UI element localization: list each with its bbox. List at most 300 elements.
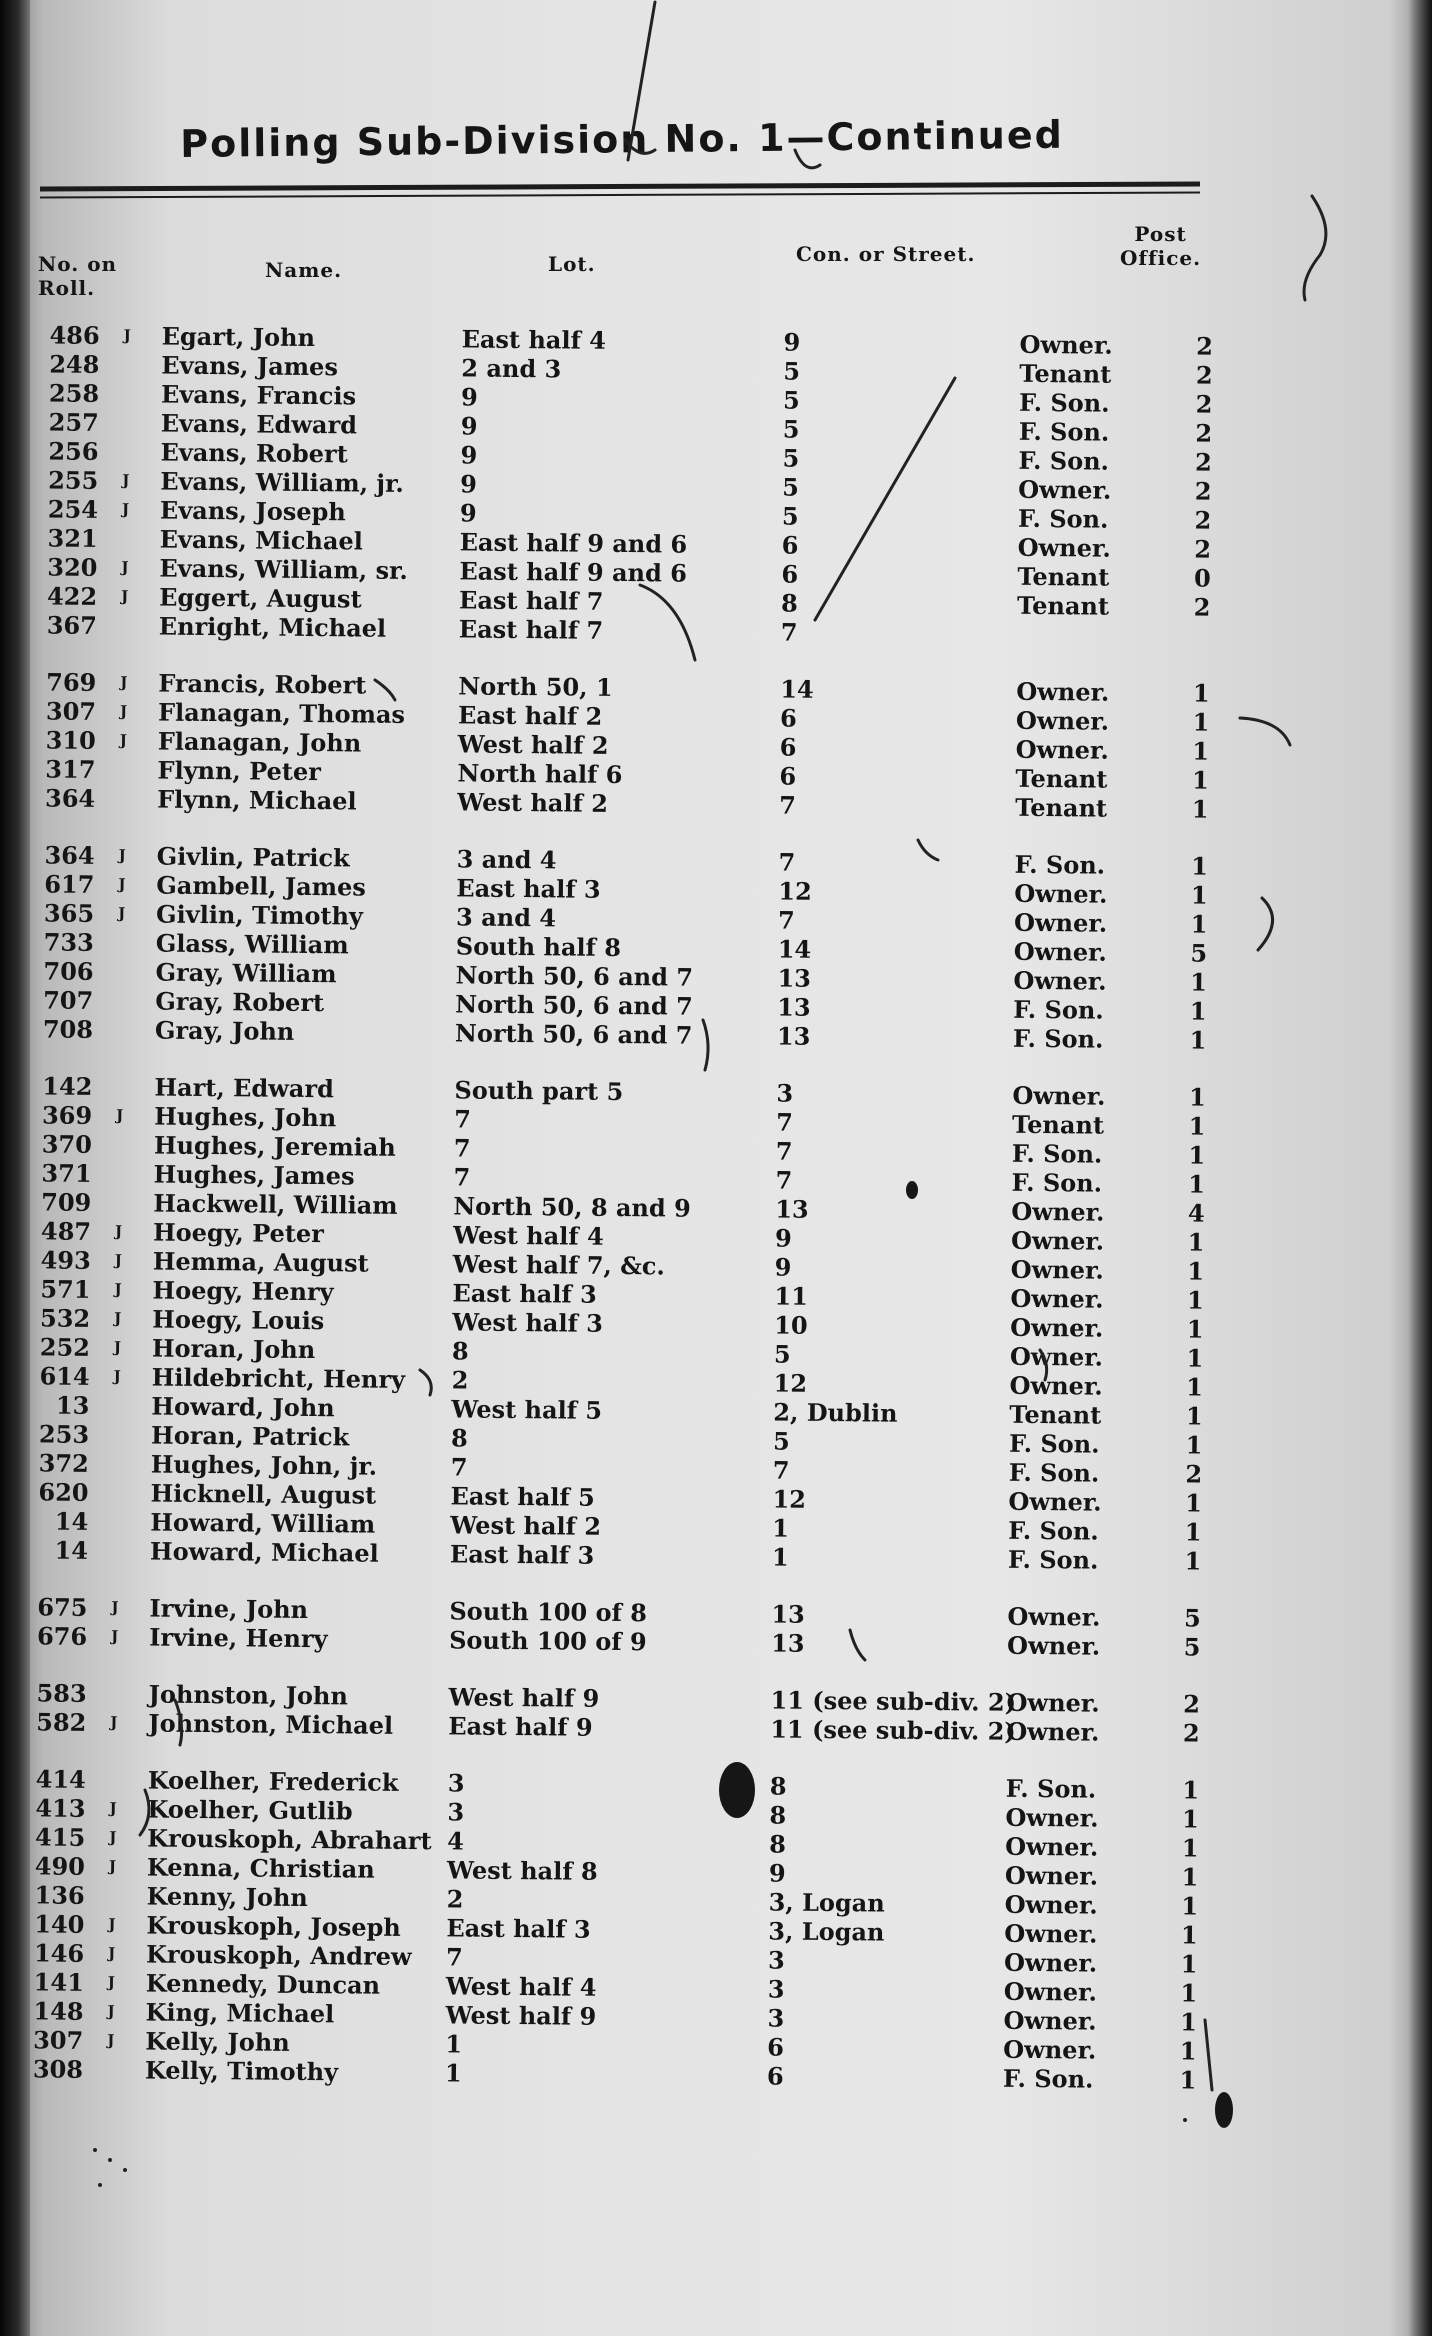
juror-mark: J xyxy=(118,875,126,894)
header-roll-line2: Roll. xyxy=(38,276,96,300)
juror-mark: J xyxy=(122,471,130,490)
roll-number: 486 xyxy=(49,320,100,350)
voter-name: Evans, Edward xyxy=(160,408,358,440)
voter-name: Hildebricht, Henry xyxy=(151,1362,406,1394)
voter-name: Hoegy, Louis xyxy=(152,1304,325,1336)
roll-number: 307 xyxy=(33,2025,84,2055)
voter-name: Irvine, Henry xyxy=(149,1622,328,1654)
post-office-number: 1 xyxy=(1181,1804,1199,1834)
voter-name: Hughes, James xyxy=(153,1159,355,1191)
occupation-status: Owner. xyxy=(1015,734,1109,765)
roll-number: 255 xyxy=(48,465,99,495)
concession-or-street: 3 xyxy=(767,1974,785,2004)
post-office-number: 1 xyxy=(1186,1372,1204,1402)
concession-or-street: 7 xyxy=(777,905,795,935)
lot: North half 6 xyxy=(457,758,623,789)
occupation-status: Owner. xyxy=(1006,1630,1101,1661)
roll-number: 487 xyxy=(40,1216,92,1246)
post-office-number: 1 xyxy=(1189,1025,1207,1055)
voter-name: Givlin, Patrick xyxy=(156,841,350,873)
occupation-status: Owner. xyxy=(1018,474,1112,505)
juror-mark: J xyxy=(119,731,127,750)
roll-number: 571 xyxy=(40,1274,91,1304)
lot: West half 5 xyxy=(451,1394,603,1425)
roll-number: 141 xyxy=(33,1967,84,1997)
occupation-status: F. Son. xyxy=(1007,1544,1099,1575)
occupation-status: Owner. xyxy=(1013,936,1108,967)
roll-number: 371 xyxy=(41,1158,92,1188)
juror-mark: J xyxy=(123,326,131,345)
juror-mark: J xyxy=(114,1309,122,1328)
voter-name: Krouskoph, Abrahart xyxy=(147,1823,432,1856)
lot: East half 9 xyxy=(448,1711,593,1742)
post-office-number: 1 xyxy=(1190,880,1208,910)
occupation-status: Tenant xyxy=(1011,1109,1105,1140)
voter-name: Evans, Michael xyxy=(159,524,363,556)
post-office-number: 1 xyxy=(1188,1169,1206,1199)
post-office-number: 2 xyxy=(1195,389,1213,419)
roll-number: 146 xyxy=(33,1938,85,1968)
occupation-status: F. Son. xyxy=(1005,1773,1097,1804)
occupation-status: Owner. xyxy=(1004,1860,1099,1891)
roll-number: 252 xyxy=(39,1332,91,1362)
post-office-number: 2 xyxy=(1195,360,1213,390)
voter-name: Evans, Joseph xyxy=(159,495,346,527)
lot: East half 4 xyxy=(461,324,607,355)
post-office-number: 1 xyxy=(1187,1256,1205,1286)
post-office-number: 2 xyxy=(1194,534,1212,564)
roll-number: 308 xyxy=(32,2054,84,2084)
concession-or-street: 11 xyxy=(774,1281,809,1311)
roll-number: 532 xyxy=(39,1303,91,1333)
concession-or-street: 7 xyxy=(775,1165,793,1195)
lot: West half 8 xyxy=(446,1855,598,1886)
voter-name: Hughes, John xyxy=(154,1101,337,1133)
voter-name: Hughes, Jeremiah xyxy=(153,1130,396,1162)
occupation-status: Owner. xyxy=(1013,965,1107,996)
voter-name: Gambell, James xyxy=(156,870,367,902)
lot: North 50, 6 and 7 xyxy=(455,989,693,1021)
concession-or-street: 5 xyxy=(781,501,799,531)
roll-number: 414 xyxy=(35,1764,86,1794)
roll-number: 307 xyxy=(45,696,97,726)
voter-name: Hackwell, William xyxy=(153,1188,398,1220)
lot: East half 9 and 6 xyxy=(459,556,688,588)
juror-mark: J xyxy=(114,1251,122,1270)
lot: 8 xyxy=(451,1336,469,1366)
post-office-number: 1 xyxy=(1191,765,1209,795)
lot: East half 3 xyxy=(452,1278,597,1309)
header-post-line1: Post xyxy=(1134,222,1187,246)
roll-number: 310 xyxy=(45,725,96,755)
lot: 7 xyxy=(450,1452,468,1482)
concession-or-street: 6 xyxy=(779,732,797,762)
roll-number: 14 xyxy=(54,1506,89,1536)
post-office-number: 2 xyxy=(1196,331,1214,361)
roll-number: 253 xyxy=(38,1419,90,1449)
concession-or-street: 9 xyxy=(783,327,801,357)
occupation-status: Tenant xyxy=(1019,358,1112,389)
concession-or-street: 6 xyxy=(781,559,799,589)
lot: 9 xyxy=(459,498,477,528)
roll-number: 13 xyxy=(55,1390,90,1420)
voter-name: Kelly, Timothy xyxy=(144,2055,339,2087)
occupation-status: Owner. xyxy=(1014,878,1108,909)
concession-or-street: 7 xyxy=(772,1455,790,1485)
concession-or-street: 3, Logan xyxy=(768,1887,885,1918)
roll-number: 367 xyxy=(46,610,98,640)
voter-name: Evans, James xyxy=(161,350,339,382)
roll-number: 708 xyxy=(42,1014,94,1044)
lot: West half 2 xyxy=(450,1510,602,1541)
post-office-number: 1 xyxy=(1181,1862,1199,1892)
voter-name: Kelly, John xyxy=(145,2026,290,2057)
concession-or-street: 12 xyxy=(773,1368,808,1398)
concession-or-street: 13 xyxy=(771,1628,805,1658)
voter-name: Johnston, Michael xyxy=(148,1708,394,1740)
concession-or-street: 14 xyxy=(780,674,814,704)
lot: 4 xyxy=(447,1826,465,1856)
lot: West half 4 xyxy=(452,1220,604,1251)
concession-or-street: 5 xyxy=(782,472,800,502)
post-office-number: 1 xyxy=(1185,1430,1203,1460)
lot: 2 xyxy=(446,1884,464,1914)
post-office-number: 1 xyxy=(1186,1343,1204,1373)
post-office-number: 1 xyxy=(1192,707,1210,737)
lot: 3 and 4 xyxy=(456,844,557,875)
roll-number: 422 xyxy=(46,581,98,611)
voter-name: Kenna, Christian xyxy=(146,1852,375,1884)
post-office-number: 1 xyxy=(1186,1314,1204,1344)
occupation-status: Owner. xyxy=(1010,1225,1105,1256)
voter-name: Koelher, Gutlib xyxy=(147,1794,353,1826)
lot: South part 5 xyxy=(454,1075,624,1107)
concession-or-street: 9 xyxy=(768,1858,786,1888)
post-office-number: 1 xyxy=(1185,1401,1203,1431)
occupation-status: Owner. xyxy=(1008,1486,1102,1517)
voter-name: Howard, Michael xyxy=(149,1536,379,1568)
lot: North 50, 8 and 9 xyxy=(453,1191,691,1223)
occupation-status: Owner. xyxy=(1015,705,1110,736)
voter-name: Glass, William xyxy=(155,928,349,960)
concession-or-street: 8 xyxy=(769,1800,787,1830)
juror-mark: J xyxy=(114,1222,123,1241)
roll-number: 317 xyxy=(45,754,96,784)
juror-mark: J xyxy=(107,2002,115,2021)
roll-number: 617 xyxy=(44,869,95,899)
occupation-status: Owner. xyxy=(1009,1370,1103,1401)
voter-name: Evans, Robert xyxy=(160,437,348,469)
post-office-number: 1 xyxy=(1192,736,1210,766)
lot: 3 xyxy=(447,1768,465,1798)
lot: 8 xyxy=(450,1423,468,1453)
roll-number: 369 xyxy=(41,1100,93,1130)
roll-number: 582 xyxy=(36,1707,87,1737)
occupation-status: Owner. xyxy=(1004,1889,1098,1920)
voter-name: Hicknell, August xyxy=(150,1478,377,1510)
juror-mark: J xyxy=(121,587,129,606)
roll-number: 136 xyxy=(34,1880,85,1910)
occupation-status: F. Son. xyxy=(1014,849,1106,880)
voter-name: Horan, John xyxy=(151,1333,316,1365)
post-office-number: 4 xyxy=(1187,1198,1205,1228)
concession-or-street: 5 xyxy=(782,414,800,444)
post-office-number: 2 xyxy=(1195,447,1212,477)
voter-name: Flynn, Peter xyxy=(157,755,322,787)
roll-number: 676 xyxy=(36,1621,88,1651)
lot: East half 3 xyxy=(449,1539,595,1570)
voter-name: Hart, Edward xyxy=(154,1072,334,1104)
lot: East half 7 xyxy=(459,585,604,616)
roll-number: 14 xyxy=(54,1535,89,1565)
voter-name: Gray, William xyxy=(155,957,337,989)
post-office-number: 1 xyxy=(1190,909,1208,939)
juror-mark: J xyxy=(121,500,130,519)
roll-number: 364 xyxy=(44,840,95,870)
concession-or-street: 12 xyxy=(778,876,812,906)
roll-number: 257 xyxy=(48,407,99,437)
post-office-number: 2 xyxy=(1193,592,1211,622)
header-name: Name. xyxy=(265,258,343,282)
voter-name: Flanagan, John xyxy=(157,726,362,758)
lot: South 100 of 8 xyxy=(449,1596,648,1628)
occupation-status: Owner. xyxy=(1006,1687,1100,1718)
lot: West half 9 xyxy=(445,2000,597,2031)
roll-number: 620 xyxy=(38,1477,89,1507)
concession-or-street: 3 xyxy=(776,1078,794,1108)
juror-mark: J xyxy=(113,1367,121,1386)
roll-number: 365 xyxy=(43,898,95,928)
post-office-number: 1 xyxy=(1180,1949,1198,1979)
concession-or-street: 6 xyxy=(779,761,797,791)
roll-number: 364 xyxy=(44,783,96,813)
voter-name: Hoegy, Henry xyxy=(152,1275,334,1307)
juror-mark: J xyxy=(107,1973,116,1992)
roll-number: 370 xyxy=(41,1129,93,1159)
lot: West half 4 xyxy=(445,1971,597,2002)
post-office-number: 1 xyxy=(1179,2036,1197,2066)
occupation-status: F. Son. xyxy=(1008,1457,1100,1488)
concession-or-street: 3 xyxy=(767,2003,785,2033)
post-office-number: 1 xyxy=(1181,1833,1199,1863)
concession-or-street: 11 (see sub-div. 2) xyxy=(770,1714,1016,1746)
lot: South 100 of 9 xyxy=(449,1625,647,1657)
voter-name: Flanagan, Thomas xyxy=(157,697,406,729)
voter-name: Krouskoph, Andrew xyxy=(145,1939,412,1972)
occupation-status: Owner. xyxy=(1013,907,1108,938)
concession-or-street: 13 xyxy=(776,1021,811,1051)
occupation-status: F. Son. xyxy=(1017,503,1109,534)
voter-name: Egart, John xyxy=(161,321,316,353)
occupation-status: F. Son. xyxy=(1002,2063,1094,2094)
voter-name: Irvine, John xyxy=(149,1593,309,1625)
occupation-status: Tenant xyxy=(1016,590,1110,621)
occupation-status: Owner. xyxy=(1005,1831,1099,1862)
occupation-status: Tenant xyxy=(1015,763,1108,794)
post-office-number: 1 xyxy=(1190,967,1207,997)
concession-or-street: 5 xyxy=(772,1426,790,1456)
occupation-status: Owner. xyxy=(1006,1716,1100,1747)
concession-or-street: 5 xyxy=(782,443,800,473)
occupation-status: Tenant xyxy=(1017,561,1110,592)
juror-mark: J xyxy=(113,1338,122,1357)
lot: East half 3 xyxy=(446,1913,591,1944)
lot: 7 xyxy=(453,1162,471,1192)
lot: 7 xyxy=(445,1942,463,1972)
concession-or-street: 7 xyxy=(776,1107,793,1137)
concession-or-street: 8 xyxy=(769,1829,787,1859)
lot: 2 and 3 xyxy=(461,353,562,384)
roll-number: 148 xyxy=(33,1996,84,2026)
occupation-status: Owner. xyxy=(1009,1341,1104,1372)
header-post-line2: Office. xyxy=(1120,246,1202,270)
post-office-number: 1 xyxy=(1179,2065,1197,2095)
roll-number: 707 xyxy=(43,985,94,1015)
juror-mark: J xyxy=(111,1627,119,1646)
occupation-status: Owner. xyxy=(1010,1254,1104,1285)
lot: 1 xyxy=(445,2029,463,2059)
occupation-status: Tenant xyxy=(1009,1399,1102,1430)
post-office-number: 2 xyxy=(1182,1718,1200,1748)
post-office-number: 2 xyxy=(1194,476,1212,506)
lot: 3 and 4 xyxy=(455,902,557,933)
occupation-status: F. Son. xyxy=(1018,416,1110,447)
roll-number: 490 xyxy=(34,1851,86,1881)
post-office-number: 1 xyxy=(1180,2007,1198,2037)
concession-or-street: 13 xyxy=(771,1599,805,1629)
concession-or-street: 7 xyxy=(779,790,797,820)
lot: 9 xyxy=(460,411,478,441)
concession-or-street: 1 xyxy=(771,1542,789,1572)
occupation-status: F. Son. xyxy=(1011,1138,1103,1169)
post-office-number: 2 xyxy=(1195,418,1213,448)
lot: 3 xyxy=(447,1797,465,1827)
occupation-status: F. Son. xyxy=(1008,1515,1099,1546)
voter-name: Evans, William, jr. xyxy=(160,466,405,498)
post-office-number: 2 xyxy=(1183,1689,1201,1719)
header-lot: Lot. xyxy=(548,252,596,276)
concession-or-street: 6 xyxy=(781,530,799,560)
voter-name: Howard, John xyxy=(151,1391,335,1423)
post-office-number: 2 xyxy=(1185,1459,1203,1489)
voter-name: Gray, John xyxy=(154,1015,295,1046)
post-office-number: 1 xyxy=(1188,1140,1206,1170)
occupation-status: Owner. xyxy=(1003,2005,1097,2036)
juror-mark: J xyxy=(116,1106,124,1125)
voter-name: Eggert, August xyxy=(159,582,362,614)
roll-number: 142 xyxy=(42,1071,93,1101)
juror-mark: J xyxy=(109,1828,117,1847)
post-office-number: 5 xyxy=(1183,1632,1201,1662)
post-office-number: 1 xyxy=(1186,1285,1204,1315)
occupation-status: Owner. xyxy=(1003,1976,1098,2007)
concession-or-street: 13 xyxy=(777,963,812,993)
roll-number: 256 xyxy=(48,436,99,466)
voter-name: Kenny, John xyxy=(146,1881,308,1913)
voter-name: Kennedy, Duncan xyxy=(145,1968,381,2000)
voter-name: Hughes, John, jr. xyxy=(150,1449,378,1481)
concession-or-street: 9 xyxy=(774,1252,792,1282)
lot: West half 7, &c. xyxy=(452,1249,665,1281)
post-office-number: 1 xyxy=(1192,678,1210,708)
voter-name: Johnston, John xyxy=(148,1679,349,1711)
lot: East half 7 xyxy=(458,614,604,645)
post-office-number: 1 xyxy=(1185,1488,1202,1518)
roll-number: 415 xyxy=(35,1822,86,1852)
occupation-status: Owner. xyxy=(1004,1918,1098,1949)
roll-number: 733 xyxy=(43,927,94,957)
juror-mark: J xyxy=(120,673,128,692)
header-con-or-street: Con. or Street. xyxy=(796,242,976,266)
roll-number: 709 xyxy=(41,1187,92,1217)
post-office-number: 1 xyxy=(1187,1227,1205,1257)
lot: North 50, 1 xyxy=(458,671,613,702)
post-office-number: 1 xyxy=(1189,996,1207,1026)
occupation-status: Owner. xyxy=(1017,532,1111,563)
lot: North 50, 6 and 7 xyxy=(454,1018,693,1050)
voter-name: Krouskoph, Joseph xyxy=(146,1910,401,1942)
voter-name: Gray, Robert xyxy=(155,986,325,1018)
concession-or-street: 3, Logan xyxy=(768,1916,885,1947)
roll-number: 769 xyxy=(46,667,97,697)
juror-mark: J xyxy=(107,2031,115,2050)
voter-name: Givlin, Timothy xyxy=(155,899,364,931)
voter-name: Evans, William, sr. xyxy=(159,553,408,585)
occupation-status: F. Son. xyxy=(1012,1023,1104,1054)
roll-number: 706 xyxy=(43,956,94,986)
occupation-status: Owner. xyxy=(1010,1283,1104,1314)
juror-mark: J xyxy=(110,1713,118,1732)
lot: East half 5 xyxy=(450,1481,595,1512)
occupation-status: Owner. xyxy=(1010,1312,1104,1343)
lot: West half 2 xyxy=(457,787,609,818)
juror-mark: J xyxy=(108,1944,116,1963)
occupation-status: Owner. xyxy=(1007,1601,1101,1632)
lot: 7 xyxy=(453,1133,471,1163)
post-office-number: 1 xyxy=(1191,794,1209,824)
concession-or-street: 7 xyxy=(780,617,798,647)
juror-mark: J xyxy=(108,1915,116,1934)
concession-or-street: 6 xyxy=(779,703,797,733)
concession-or-street: 2, Dublin xyxy=(773,1397,898,1428)
lot: East half 2 xyxy=(457,700,603,731)
roll-number: 258 xyxy=(48,378,100,408)
post-office-number: 1 xyxy=(1188,1111,1206,1141)
occupation-status: Owner. xyxy=(1019,329,1113,360)
voter-name: Horan, Patrick xyxy=(150,1420,350,1452)
page-title: Polling Sub-Division No. 1—Continued xyxy=(180,112,1065,166)
lot: East half 9 and 6 xyxy=(459,527,688,559)
concession-or-street: 10 xyxy=(774,1310,808,1340)
occupation-status: Owner. xyxy=(1003,2034,1097,2065)
concession-or-street: 8 xyxy=(769,1771,787,1801)
roll-number: 248 xyxy=(49,349,100,379)
occupation-status: F. Son. xyxy=(1018,387,1110,418)
voter-name: Koelher, Frederick xyxy=(147,1765,399,1797)
post-office-number: 5 xyxy=(1183,1603,1201,1633)
post-office-number: 1 xyxy=(1184,1546,1202,1576)
juror-mark: J xyxy=(108,1857,117,1876)
concession-or-street: 6 xyxy=(766,2061,784,2091)
lot: 1 xyxy=(444,2058,462,2088)
roll-number: 413 xyxy=(35,1793,86,1823)
post-office-number: 1 xyxy=(1191,851,1209,881)
lot: West half 3 xyxy=(452,1307,604,1338)
post-office-number: 5 xyxy=(1190,938,1208,968)
lot: 9 xyxy=(460,469,478,499)
voter-name: Hemma, August xyxy=(152,1246,369,1278)
lot: 2 xyxy=(451,1365,469,1395)
